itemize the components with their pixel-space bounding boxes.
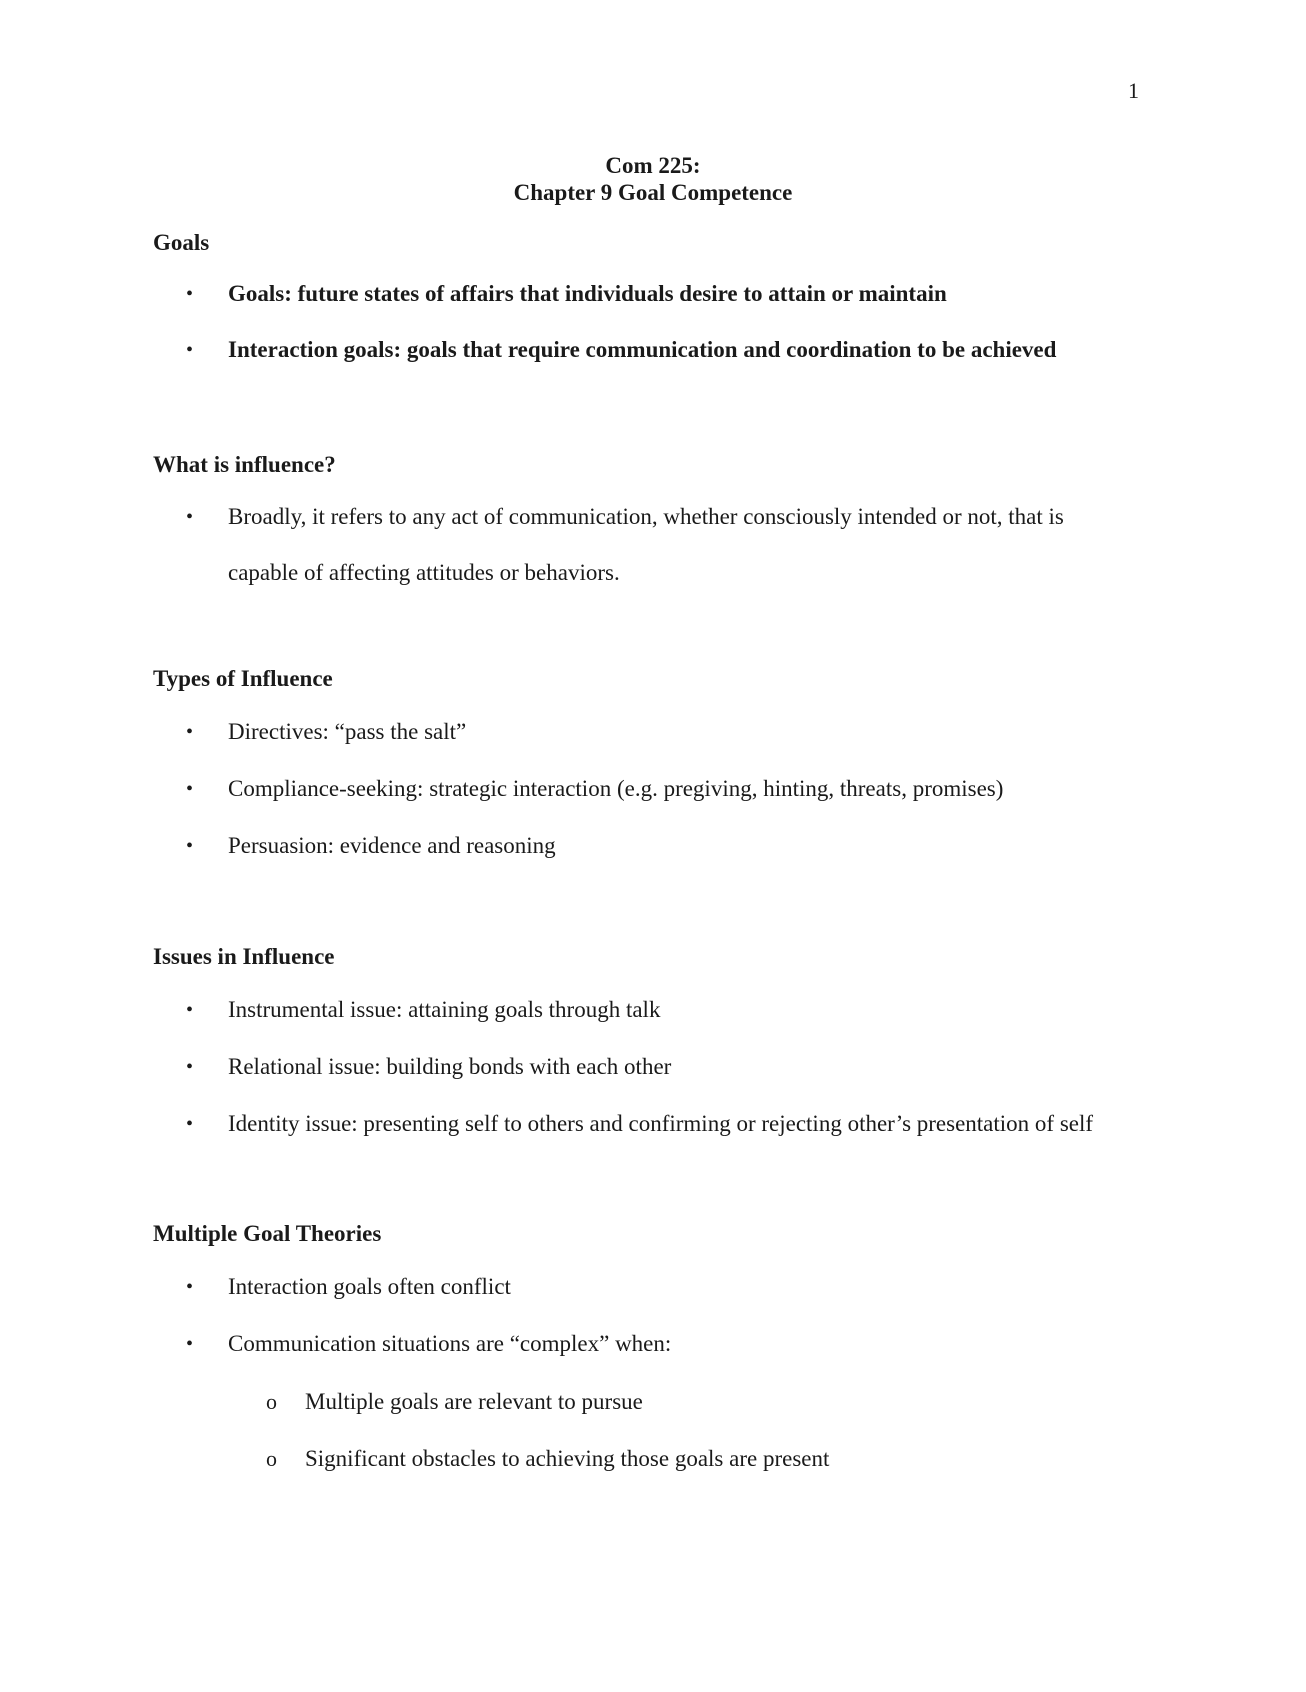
section-heading-influence: What is influence? [153,452,336,477]
bullet-icon: • [186,506,194,528]
list-item [0,995,1306,1025]
bullet-icon: • [186,339,194,361]
bullet-icon: • [186,1113,194,1135]
list-item [0,717,1306,747]
bullet-icon: • [186,778,194,800]
list-item [0,279,1306,309]
list-item [0,774,1306,804]
title-line-chapter: Chapter 9 Goal Competence [513,180,793,205]
list-item [0,1272,1306,1302]
section-heading-multiple-goal-theories: Multiple Goal Theories [153,1221,382,1246]
list-item [0,831,1306,861]
list-item-text: Compliance-seeking: strategic interaction (e.g. pregiving, hinting, threats, promises) [228,776,1004,801]
list-item [0,1109,1306,1139]
bullet-icon: • [186,835,194,857]
bullet-icon: • [186,721,194,743]
list-item-text: Broadly, it refers to any act of communication, whether consciously intended or not, that is capable of affecting attitudes or behaviors. [228,504,1064,585]
list-item-text: Communication situations are “complex” when: [228,1331,672,1356]
bullet-icon: • [186,283,194,305]
section-heading-goals: Goals [153,230,210,255]
list-item-text: Interaction goals: goals that require communication and coordination to be achieved [228,337,1057,362]
list-item [0,1329,1306,1359]
sub-list-item-text: Multiple goals are relevant to pursue [305,1389,643,1414]
section-heading-types-of-influence: Types of Influence [153,666,333,691]
hollow-bullet-icon: o [266,1389,277,1414]
list-item [0,1052,1306,1082]
bullet-icon: • [186,999,194,1021]
list-item-text: Goals: future states of affairs that individuals desire to attain or maintain [228,281,947,306]
list-item [0,335,1306,365]
list-item-text: Interaction goals often conflict [228,1274,511,1299]
page-title [0,152,1306,206]
sub-list-item [0,1387,1306,1417]
bullet-icon: • [186,1333,194,1355]
sub-list-item [0,1444,1306,1474]
bullet-icon: • [186,1276,194,1298]
list-item-text: Directives: “pass the salt” [228,719,467,744]
page-number: 1 [1128,78,1139,103]
list-item-text: Relational issue: building bonds with each other [228,1054,672,1079]
title-line-course: Com 225: [605,153,701,178]
bullet-icon: • [186,1056,194,1078]
list-item-text: Instrumental issue: attaining goals through talk [228,997,661,1022]
section-heading-issues-in-influence: Issues in Influence [153,944,335,969]
hollow-bullet-icon: o [266,1446,277,1471]
list-item-text: Persuasion: evidence and reasoning [228,833,556,858]
sub-list-item-text: Significant obstacles to achieving those goals are present [305,1446,830,1471]
list-item-text: Identity issue: presenting self to others and confirming or rejecting other’s presentation of self [228,1111,1094,1136]
